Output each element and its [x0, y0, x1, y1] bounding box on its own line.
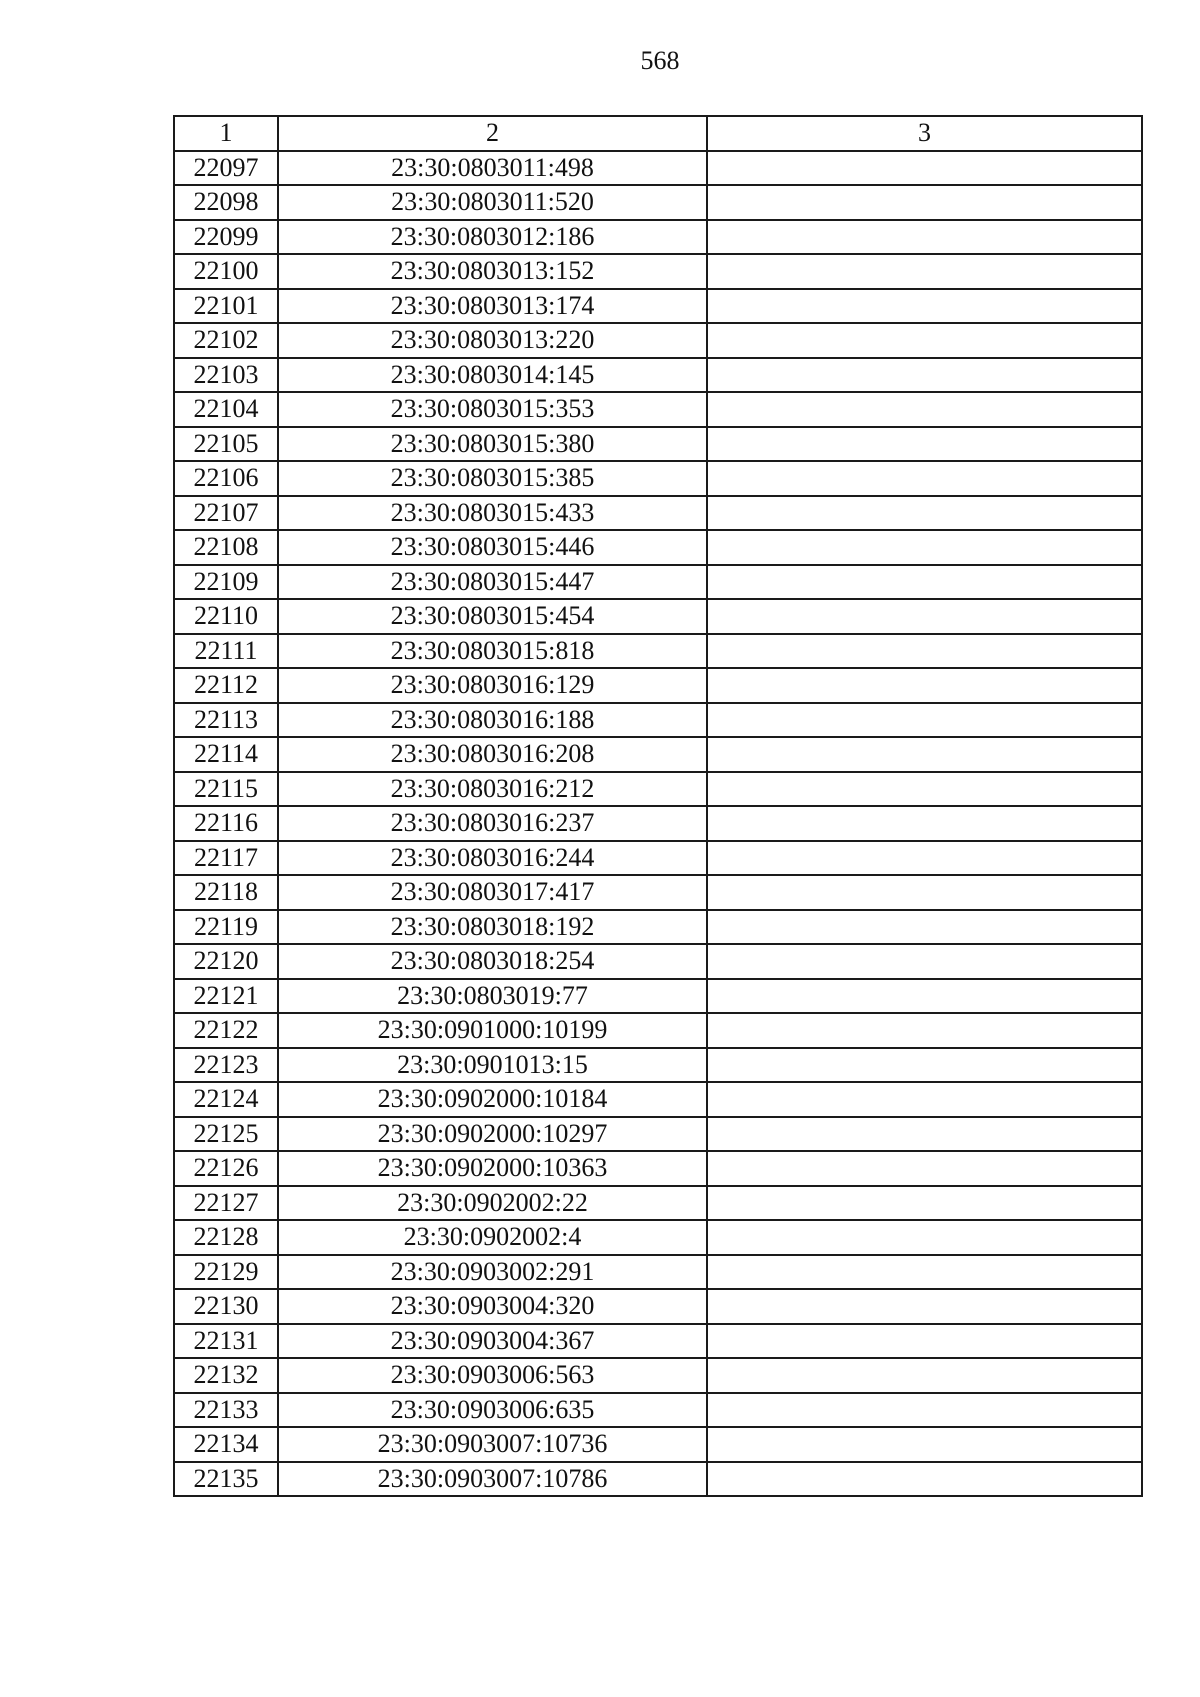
- cadastral-number-cell: 23:30:0803015:353: [278, 392, 707, 427]
- cadastral-number-cell: 23:30:0803018:254: [278, 944, 707, 979]
- table-row: [174, 1048, 1142, 1083]
- cadastral-number-cell: 23:30:0803011:520: [278, 185, 707, 220]
- row-number-cell: 22130: [174, 1289, 278, 1324]
- cadastral-number-cell: 23:30:0803011:498: [278, 151, 707, 186]
- column-header-3: 3: [707, 116, 1142, 151]
- notes-cell: [707, 461, 1142, 496]
- notes-cell: [707, 979, 1142, 1014]
- table-row: [174, 185, 1142, 220]
- cadastral-number-cell: 23:30:0803019:77: [278, 979, 707, 1014]
- row-number-cell: 22124: [174, 1082, 278, 1117]
- cadastral-number-cell: 23:30:0901013:15: [278, 1048, 707, 1083]
- notes-cell: [707, 634, 1142, 669]
- table-row: [174, 1013, 1142, 1048]
- table-row: [174, 427, 1142, 462]
- notes-cell: [707, 1186, 1142, 1221]
- cadastral-number-cell: 23:30:0803016:244: [278, 841, 707, 876]
- notes-cell: [707, 668, 1142, 703]
- row-number-cell: 22114: [174, 737, 278, 772]
- table-row: [174, 737, 1142, 772]
- row-number-cell: 22097: [174, 151, 278, 186]
- row-number-cell: 22126: [174, 1151, 278, 1186]
- table-row: [174, 599, 1142, 634]
- row-number-cell: 22115: [174, 772, 278, 807]
- table-row: [174, 634, 1142, 669]
- notes-cell: [707, 944, 1142, 979]
- row-number-cell: 22122: [174, 1013, 278, 1048]
- notes-cell: [707, 1358, 1142, 1393]
- table-row: [174, 1289, 1142, 1324]
- cadastral-number-cell: 23:30:0803014:145: [278, 358, 707, 393]
- cadastral-number-cell: 23:30:0901000:10199: [278, 1013, 707, 1048]
- row-number-cell: 22125: [174, 1117, 278, 1152]
- row-number-cell: 22111: [174, 634, 278, 669]
- row-number-cell: 22121: [174, 979, 278, 1014]
- cadastral-number-cell: 23:30:0903006:563: [278, 1358, 707, 1393]
- table-row: [174, 1151, 1142, 1186]
- table-row: [174, 496, 1142, 531]
- cadastral-number-cell: 23:30:0803016:129: [278, 668, 707, 703]
- notes-cell: [707, 358, 1142, 393]
- notes-cell: [707, 875, 1142, 910]
- row-number-cell: 22132: [174, 1358, 278, 1393]
- row-number-cell: 22098: [174, 185, 278, 220]
- table-row: [174, 220, 1142, 255]
- table-row: [174, 1220, 1142, 1255]
- cadastral-number-cell: 23:30:0902002:22: [278, 1186, 707, 1221]
- notes-cell: [707, 1013, 1142, 1048]
- table-row: [174, 461, 1142, 496]
- notes-cell: [707, 1220, 1142, 1255]
- table-row: [174, 392, 1142, 427]
- table-row: [174, 1324, 1142, 1359]
- table-row: [174, 254, 1142, 289]
- notes-cell: [707, 599, 1142, 634]
- notes-cell: [707, 565, 1142, 600]
- row-number-cell: 22120: [174, 944, 278, 979]
- notes-cell: [707, 254, 1142, 289]
- table-row: [174, 806, 1142, 841]
- cadastral-number-cell: 23:30:0803015:454: [278, 599, 707, 634]
- cadastral-number-cell: 23:30:0903007:10736: [278, 1427, 707, 1462]
- row-number-cell: 22119: [174, 910, 278, 945]
- notes-cell: [707, 1048, 1142, 1083]
- table-row: [174, 1117, 1142, 1152]
- cadastral-number-cell: 23:30:0803015:447: [278, 565, 707, 600]
- notes-cell: [707, 841, 1142, 876]
- table-row: [174, 358, 1142, 393]
- row-number-cell: 22104: [174, 392, 278, 427]
- table-row: [174, 323, 1142, 358]
- column-header-1: 1: [174, 116, 278, 151]
- notes-cell: [707, 910, 1142, 945]
- row-number-cell: 22102: [174, 323, 278, 358]
- cadastral-number-cell: 23:30:0803012:186: [278, 220, 707, 255]
- row-number-cell: 22109: [174, 565, 278, 600]
- notes-cell: [707, 530, 1142, 565]
- row-number-cell: 22103: [174, 358, 278, 393]
- cadastral-number-cell: 23:30:0903006:635: [278, 1393, 707, 1428]
- notes-cell: [707, 1151, 1142, 1186]
- row-number-cell: 22116: [174, 806, 278, 841]
- cadastral-number-cell: 23:30:0903004:320: [278, 1289, 707, 1324]
- cadastral-number-cell: 23:30:0803015:380: [278, 427, 707, 462]
- cadastral-number-cell: 23:30:0803013:220: [278, 323, 707, 358]
- notes-cell: [707, 220, 1142, 255]
- row-number-cell: 22106: [174, 461, 278, 496]
- notes-cell: [707, 1393, 1142, 1428]
- notes-cell: [707, 289, 1142, 324]
- cadastral-number-cell: 23:30:0803016:208: [278, 737, 707, 772]
- cadastral-number-cell: 23:30:0803015:433: [278, 496, 707, 531]
- page-number: 568: [640, 46, 680, 75]
- table-row: [174, 944, 1142, 979]
- cadastral-number-cell: 23:30:0803016:237: [278, 806, 707, 841]
- table-row: [174, 151, 1142, 186]
- table-row: [174, 703, 1142, 738]
- notes-cell: [707, 737, 1142, 772]
- row-number-cell: 22117: [174, 841, 278, 876]
- row-number-cell: 22134: [174, 1427, 278, 1462]
- table-row: [174, 1427, 1142, 1462]
- notes-cell: [707, 1427, 1142, 1462]
- notes-cell: [707, 1289, 1142, 1324]
- cadastral-number-cell: 23:30:0902000:10363: [278, 1151, 707, 1186]
- table-row: [174, 910, 1142, 945]
- notes-cell: [707, 496, 1142, 531]
- cadastral-number-cell: 23:30:0803017:417: [278, 875, 707, 910]
- row-number-cell: 22110: [174, 599, 278, 634]
- table-row: [174, 1255, 1142, 1290]
- registry-table: [173, 115, 1143, 1497]
- cadastral-number-cell: 23:30:0803016:212: [278, 772, 707, 807]
- table-row: [174, 875, 1142, 910]
- notes-cell: [707, 703, 1142, 738]
- table-row: [174, 565, 1142, 600]
- table-row: [174, 668, 1142, 703]
- notes-cell: [707, 1255, 1142, 1290]
- cadastral-number-cell: 23:30:0903004:367: [278, 1324, 707, 1359]
- table-header-row: [174, 116, 1142, 151]
- row-number-cell: 22127: [174, 1186, 278, 1221]
- table-row: [174, 1082, 1142, 1117]
- cadastral-number-cell: 23:30:0903002:291: [278, 1255, 707, 1290]
- table-row: [174, 1462, 1142, 1497]
- row-number-cell: 22100: [174, 254, 278, 289]
- table-row: [174, 1393, 1142, 1428]
- notes-cell: [707, 1462, 1142, 1497]
- row-number-cell: 22099: [174, 220, 278, 255]
- table-row: [174, 772, 1142, 807]
- notes-cell: [707, 185, 1142, 220]
- cadastral-number-cell: 23:30:0803016:188: [278, 703, 707, 738]
- row-number-cell: 22113: [174, 703, 278, 738]
- cadastral-number-cell: 23:30:0902000:10184: [278, 1082, 707, 1117]
- notes-cell: [707, 1117, 1142, 1152]
- row-number-cell: 22133: [174, 1393, 278, 1428]
- row-number-cell: 22135: [174, 1462, 278, 1497]
- row-number-cell: 22131: [174, 1324, 278, 1359]
- notes-cell: [707, 772, 1142, 807]
- table-row: [174, 841, 1142, 876]
- table-row: [174, 979, 1142, 1014]
- table-row: [174, 530, 1142, 565]
- notes-cell: [707, 427, 1142, 462]
- cadastral-number-cell: 23:30:0803013:152: [278, 254, 707, 289]
- row-number-cell: 22129: [174, 1255, 278, 1290]
- row-number-cell: 22123: [174, 1048, 278, 1083]
- row-number-cell: 22107: [174, 496, 278, 531]
- cadastral-number-cell: 23:30:0803018:192: [278, 910, 707, 945]
- row-number-cell: 22118: [174, 875, 278, 910]
- row-number-cell: 22101: [174, 289, 278, 324]
- table-row: [174, 1186, 1142, 1221]
- cadastral-number-cell: 23:30:0803013:174: [278, 289, 707, 324]
- row-number-cell: 22112: [174, 668, 278, 703]
- notes-cell: [707, 806, 1142, 841]
- cadastral-number-cell: 23:30:0903007:10786: [278, 1462, 707, 1497]
- column-header-2: 2: [278, 116, 707, 151]
- cadastral-number-cell: 23:30:0902000:10297: [278, 1117, 707, 1152]
- notes-cell: [707, 392, 1142, 427]
- table-body: [174, 151, 1142, 1497]
- cadastral-number-cell: 23:30:0902002:4: [278, 1220, 707, 1255]
- cadastral-number-cell: 23:30:0803015:818: [278, 634, 707, 669]
- notes-cell: [707, 1082, 1142, 1117]
- row-number-cell: 22105: [174, 427, 278, 462]
- cadastral-number-cell: 23:30:0803015:446: [278, 530, 707, 565]
- table-row: [174, 1358, 1142, 1393]
- row-number-cell: 22128: [174, 1220, 278, 1255]
- notes-cell: [707, 323, 1142, 358]
- cadastral-number-cell: 23:30:0803015:385: [278, 461, 707, 496]
- notes-cell: [707, 151, 1142, 186]
- notes-cell: [707, 1324, 1142, 1359]
- row-number-cell: 22108: [174, 530, 278, 565]
- table-row: [174, 289, 1142, 324]
